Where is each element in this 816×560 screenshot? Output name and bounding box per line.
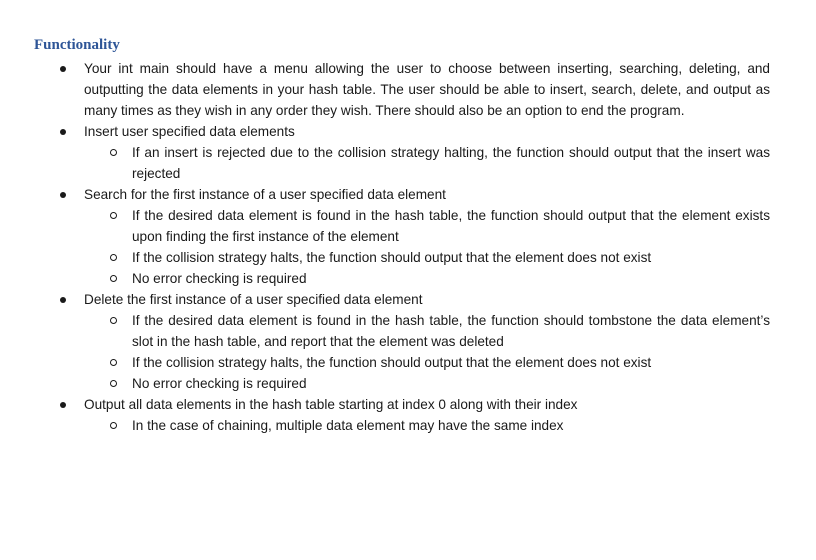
sub-list-item-text: If the desired data element is found in the hash table, the function should tombstone the data element’s slot in the hash table, and report that the element was deleted <box>132 313 770 349</box>
list-item <box>0 121 770 184</box>
list-item-text: Output all data elements in the hash table starting at index 0 along with their index <box>84 397 578 412</box>
sub-list <box>84 310 770 394</box>
bullet-icon <box>60 402 66 408</box>
sub-list-item-text: If the collision strategy halts, the function should output that the element does not exist <box>132 250 652 265</box>
hollow-bullet-icon <box>110 317 117 324</box>
sub-list-item-text: If the collision strategy halts, the function should output that the element does not exist <box>132 355 652 370</box>
sub-list-item-text: In the case of chaining, multiple data element may have the same index <box>132 418 564 433</box>
hollow-bullet-icon <box>110 380 117 387</box>
sub-list-item-text: No error checking is required <box>132 376 307 391</box>
bullet-icon <box>60 192 66 198</box>
sub-list-item <box>84 205 770 247</box>
hollow-bullet-icon <box>110 254 117 261</box>
requirements-list <box>0 58 816 436</box>
section-heading: Functionality <box>34 37 120 53</box>
hollow-bullet-icon <box>110 149 117 156</box>
list-item-text: Delete the first instance of a user specified data element <box>84 292 423 307</box>
sub-list-item <box>84 268 770 289</box>
sub-list-item <box>84 373 770 394</box>
sub-list <box>84 142 770 184</box>
list-item <box>0 289 770 394</box>
sub-list-item <box>84 247 770 268</box>
list-item-text: Insert user specified data elements <box>84 124 295 139</box>
sub-list-item-text: If an insert is rejected due to the collision strategy halting, the function should output that the insert was rejected <box>132 145 770 181</box>
list-item <box>0 184 770 289</box>
sub-list-item-text: No error checking is required <box>132 271 307 286</box>
hollow-bullet-icon <box>110 212 117 219</box>
sub-list <box>84 205 770 289</box>
sub-list-item <box>84 352 770 373</box>
sub-list-item <box>84 142 770 184</box>
list-item <box>0 394 770 436</box>
hollow-bullet-icon <box>110 422 117 429</box>
list-item-text: Search for the first instance of a user specified data element <box>84 187 446 202</box>
bullet-icon <box>60 66 66 72</box>
sub-list-item-text: If the desired data element is found in the hash table, the function should output that the element exists upon finding the first instance of the element <box>132 208 770 244</box>
sub-list <box>84 415 770 436</box>
bullet-icon <box>60 297 66 303</box>
hollow-bullet-icon <box>110 359 117 366</box>
hollow-bullet-icon <box>110 275 117 282</box>
list-item-text: Your int main should have a menu allowing the user to choose between inserting, searching, deleting, and outputting the data elements in your hash table. The user should be able to insert, search, delete, and output as many times as they wish in any order they wish. There should also be an option to end the program. <box>84 61 770 118</box>
sub-list-item <box>84 310 770 352</box>
list-item <box>0 58 770 121</box>
bullet-icon <box>60 129 66 135</box>
sub-list-item <box>84 415 770 436</box>
